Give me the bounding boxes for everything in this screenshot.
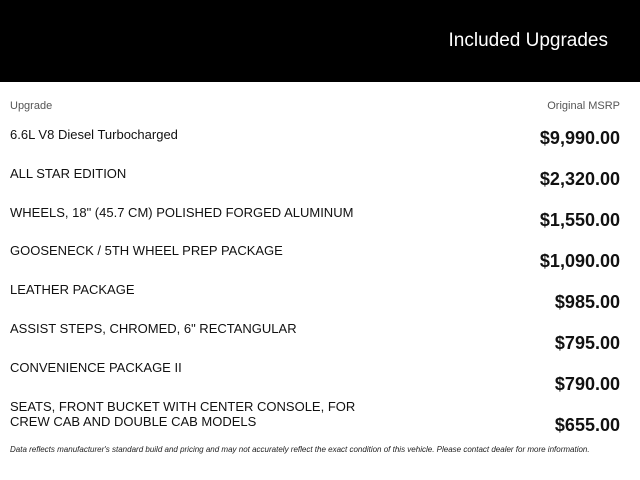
list-item [0,320,640,359]
upgrade-name: 6.6L V8 Diesel Turbocharged [10,127,178,142]
disclaimer-text: Data reflects manufacturer's standard build and pricing and may not accurately reflect the exact condition of this vehicle. Please contact dealer for more information. [10,445,590,454]
list-item [0,204,640,243]
upgrade-name: WHEELS, 18" (45.7 CM) POLISHED FORGED ALUMINUM [10,204,354,220]
upgrade-price: $1,550.00 [539,209,620,230]
upgrade-price: $655.00 [554,414,620,435]
column-header-msrp: Original MSRP [547,100,620,112]
list-item [0,126,640,165]
column-header-upgrade: Upgrade [10,100,53,112]
header-bar [0,0,640,82]
upgrade-price: $790.00 [554,373,620,394]
page-title: Included Upgrades [448,30,608,51]
list-item [0,398,640,437]
list-item [0,359,640,398]
upgrade-name: LEATHER PACKAGE [10,282,135,298]
upgrade-price: $795.00 [554,332,620,353]
list-item [0,165,640,204]
upgrades-list [0,126,640,436]
upgrade-name: SEATS, FRONT BUCKET WITH CENTER CONSOLE, FOR CREW CAB AND DOUBLE CAB MODELS [10,398,356,429]
upgrade-price: $9,990.00 [539,128,620,148]
upgrade-name: ASSIST STEPS, CHROMED, 6" RECTANGULAR [10,320,297,336]
upgrade-name: ALL STAR EDITION [10,165,127,181]
upgrade-name: GOOSENECK / 5TH WHEEL PREP PACKAGE [10,243,283,259]
upgrade-price: $2,320.00 [539,168,620,189]
list-item [0,281,640,320]
upgrade-price: $1,090.00 [539,251,620,272]
list-item [0,242,640,281]
upgrade-price: $985.00 [554,292,620,313]
upgrade-name: CONVENIENCE PACKAGE II [10,359,182,375]
